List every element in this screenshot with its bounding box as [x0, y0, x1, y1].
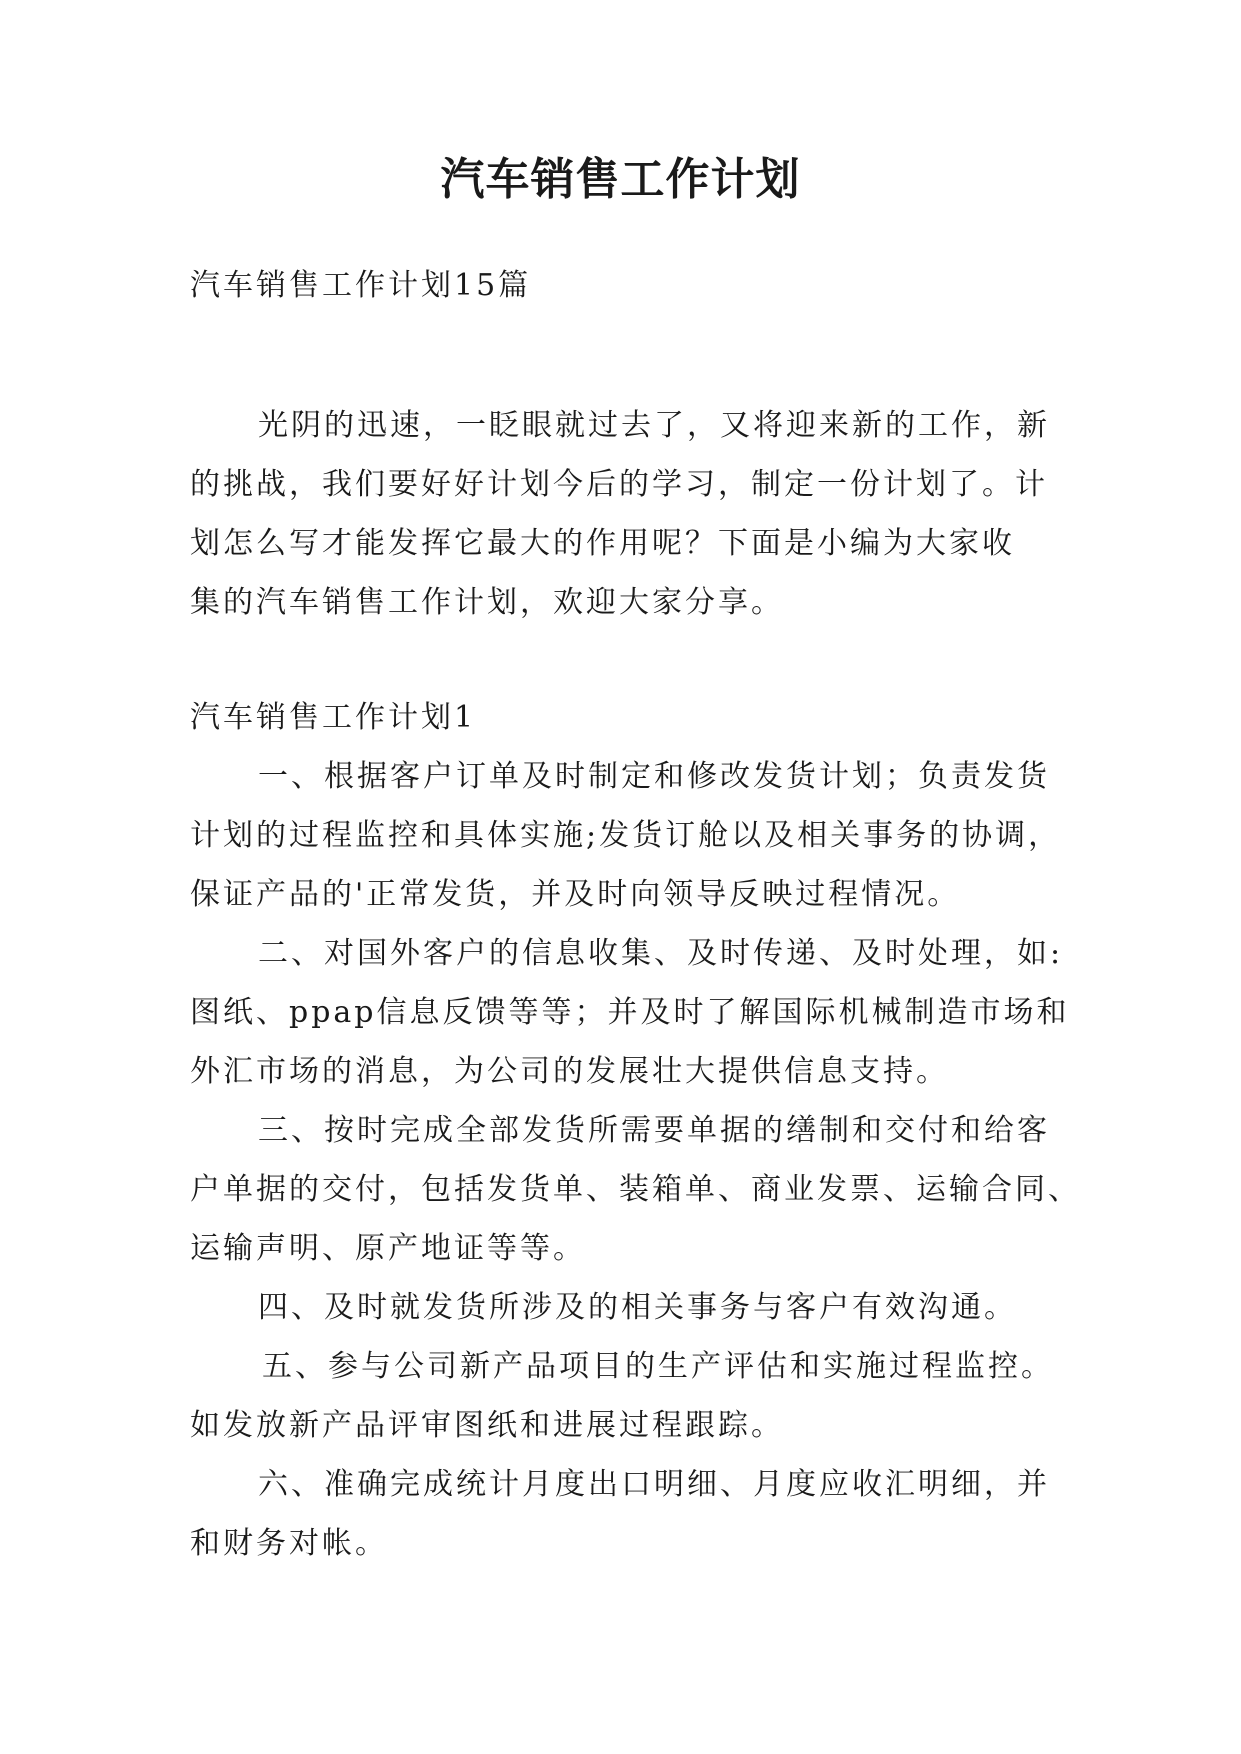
- intro-line: 集的汽车销售工作计划，欢迎大家分享。: [190, 585, 784, 620]
- document-title: 汽车销售工作计划: [440, 154, 801, 205]
- intro-line: 的挑战，我们要好好计划今后的学习，制定一份计划了。计: [190, 467, 1048, 502]
- item-line: 外汇市场的消息，为公司的发展壮大提供信息支持。: [190, 1054, 949, 1089]
- item-line: 三、按时完成全部发货所需要单据的缮制和交付和给客: [258, 1113, 1050, 1148]
- item-line: 计划的过程监控和具体实施;发货订舱以及相关事务的协调，: [190, 818, 1062, 853]
- item-line: 一、根据客户订单及时制定和修改发货计划；负责发货: [258, 759, 1050, 794]
- item-line: 和财务对帐。: [190, 1526, 388, 1561]
- item-line: 运输声明、原产地证等等。: [190, 1231, 586, 1266]
- item-line: 五、参与公司新产品项目的生产评估和实施过程监控。: [262, 1349, 1054, 1384]
- item-line: 六、准确完成统计月度出口明细、月度应收汇明细，并: [258, 1467, 1050, 1502]
- item-line: 二、对国外客户的信息收集、及时传递、及时处理，如:: [258, 936, 1064, 971]
- document-subtitle: 汽车销售工作计划15篇: [190, 268, 532, 303]
- item-line: 四、及时就发货所涉及的相关事务与客户有效沟通。: [258, 1290, 1017, 1325]
- item-line: 保证产品的'正常发货，并及时向领导反映过程情况。: [190, 877, 961, 912]
- intro-line: 划怎么写才能发挥它最大的作用呢？下面是小编为大家收: [190, 526, 1015, 561]
- item-line: 户单据的交付，包括发货单、装箱单、商业发票、运输合同、: [190, 1172, 1081, 1207]
- item-line: 如发放新产品评审图纸和进展过程跟踪。: [190, 1408, 784, 1443]
- item-line: 图纸、ppap信息反馈等等；并及时了解国际机械制造市场和: [190, 995, 1070, 1030]
- intro-line: 光阴的迅速，一眨眼就过去了，又将迎来新的工作，新: [258, 408, 1050, 443]
- section-heading: 汽车销售工作计划1: [190, 700, 477, 735]
